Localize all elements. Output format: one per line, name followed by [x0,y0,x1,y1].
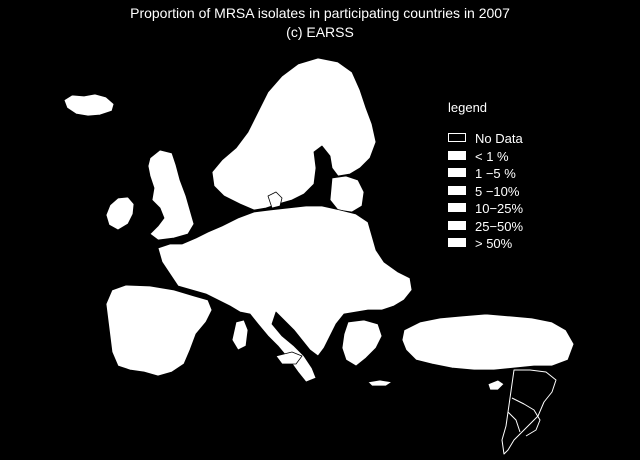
legend-swatch-5-10 [448,186,466,195]
region-great-britain [148,150,194,240]
region-greece [342,320,382,366]
map-legend [448,100,598,254]
legend-swatch-25-50 [448,221,466,230]
legend-label-gt-50: > 50% [475,236,513,251]
legend-swatch-10-25 [448,203,466,212]
legend-item-lt-1 [448,149,598,167]
region-iberia [106,285,212,376]
region-iceland [64,94,114,116]
legend-item-10-25 [448,201,598,219]
region-cyprus [488,380,504,390]
legend-label-10-25: 10−25% [475,201,524,216]
map-subtitle: (c) EARSS [286,24,354,40]
legend-swatch-lt-1 [448,151,466,160]
region-baltics [330,176,364,212]
legend-label-no-data: No Data [475,131,523,146]
legend-heading: legend [448,100,488,115]
legend-label-5-10: 5 −10% [475,183,520,199]
legend-label-25-50: 25−50% [475,218,524,234]
legend-item-no-data [448,131,598,149]
region-crete [368,380,392,386]
region-levant-no-data [502,370,556,454]
legend-item-gt-50 [448,236,598,254]
legend-swatch-1-5 [448,168,466,177]
region-sardinia [232,320,248,350]
legend-swatch-gt-50 [448,238,466,247]
legend-items [448,131,598,254]
legend-label-lt-1: < 1 % [475,148,509,164]
legend-label-1-5: 1 −5 % [475,166,516,181]
region-ireland [106,197,134,230]
map-title: Proportion of MRSA isolates in participating countries in 2007 [130,5,510,21]
region-turkey [402,314,574,370]
legend-item-25-50 [448,219,598,237]
legend-item-5-10 [448,184,598,202]
legend-item-1-5 [448,166,598,184]
legend-swatch-no-data [448,133,466,142]
